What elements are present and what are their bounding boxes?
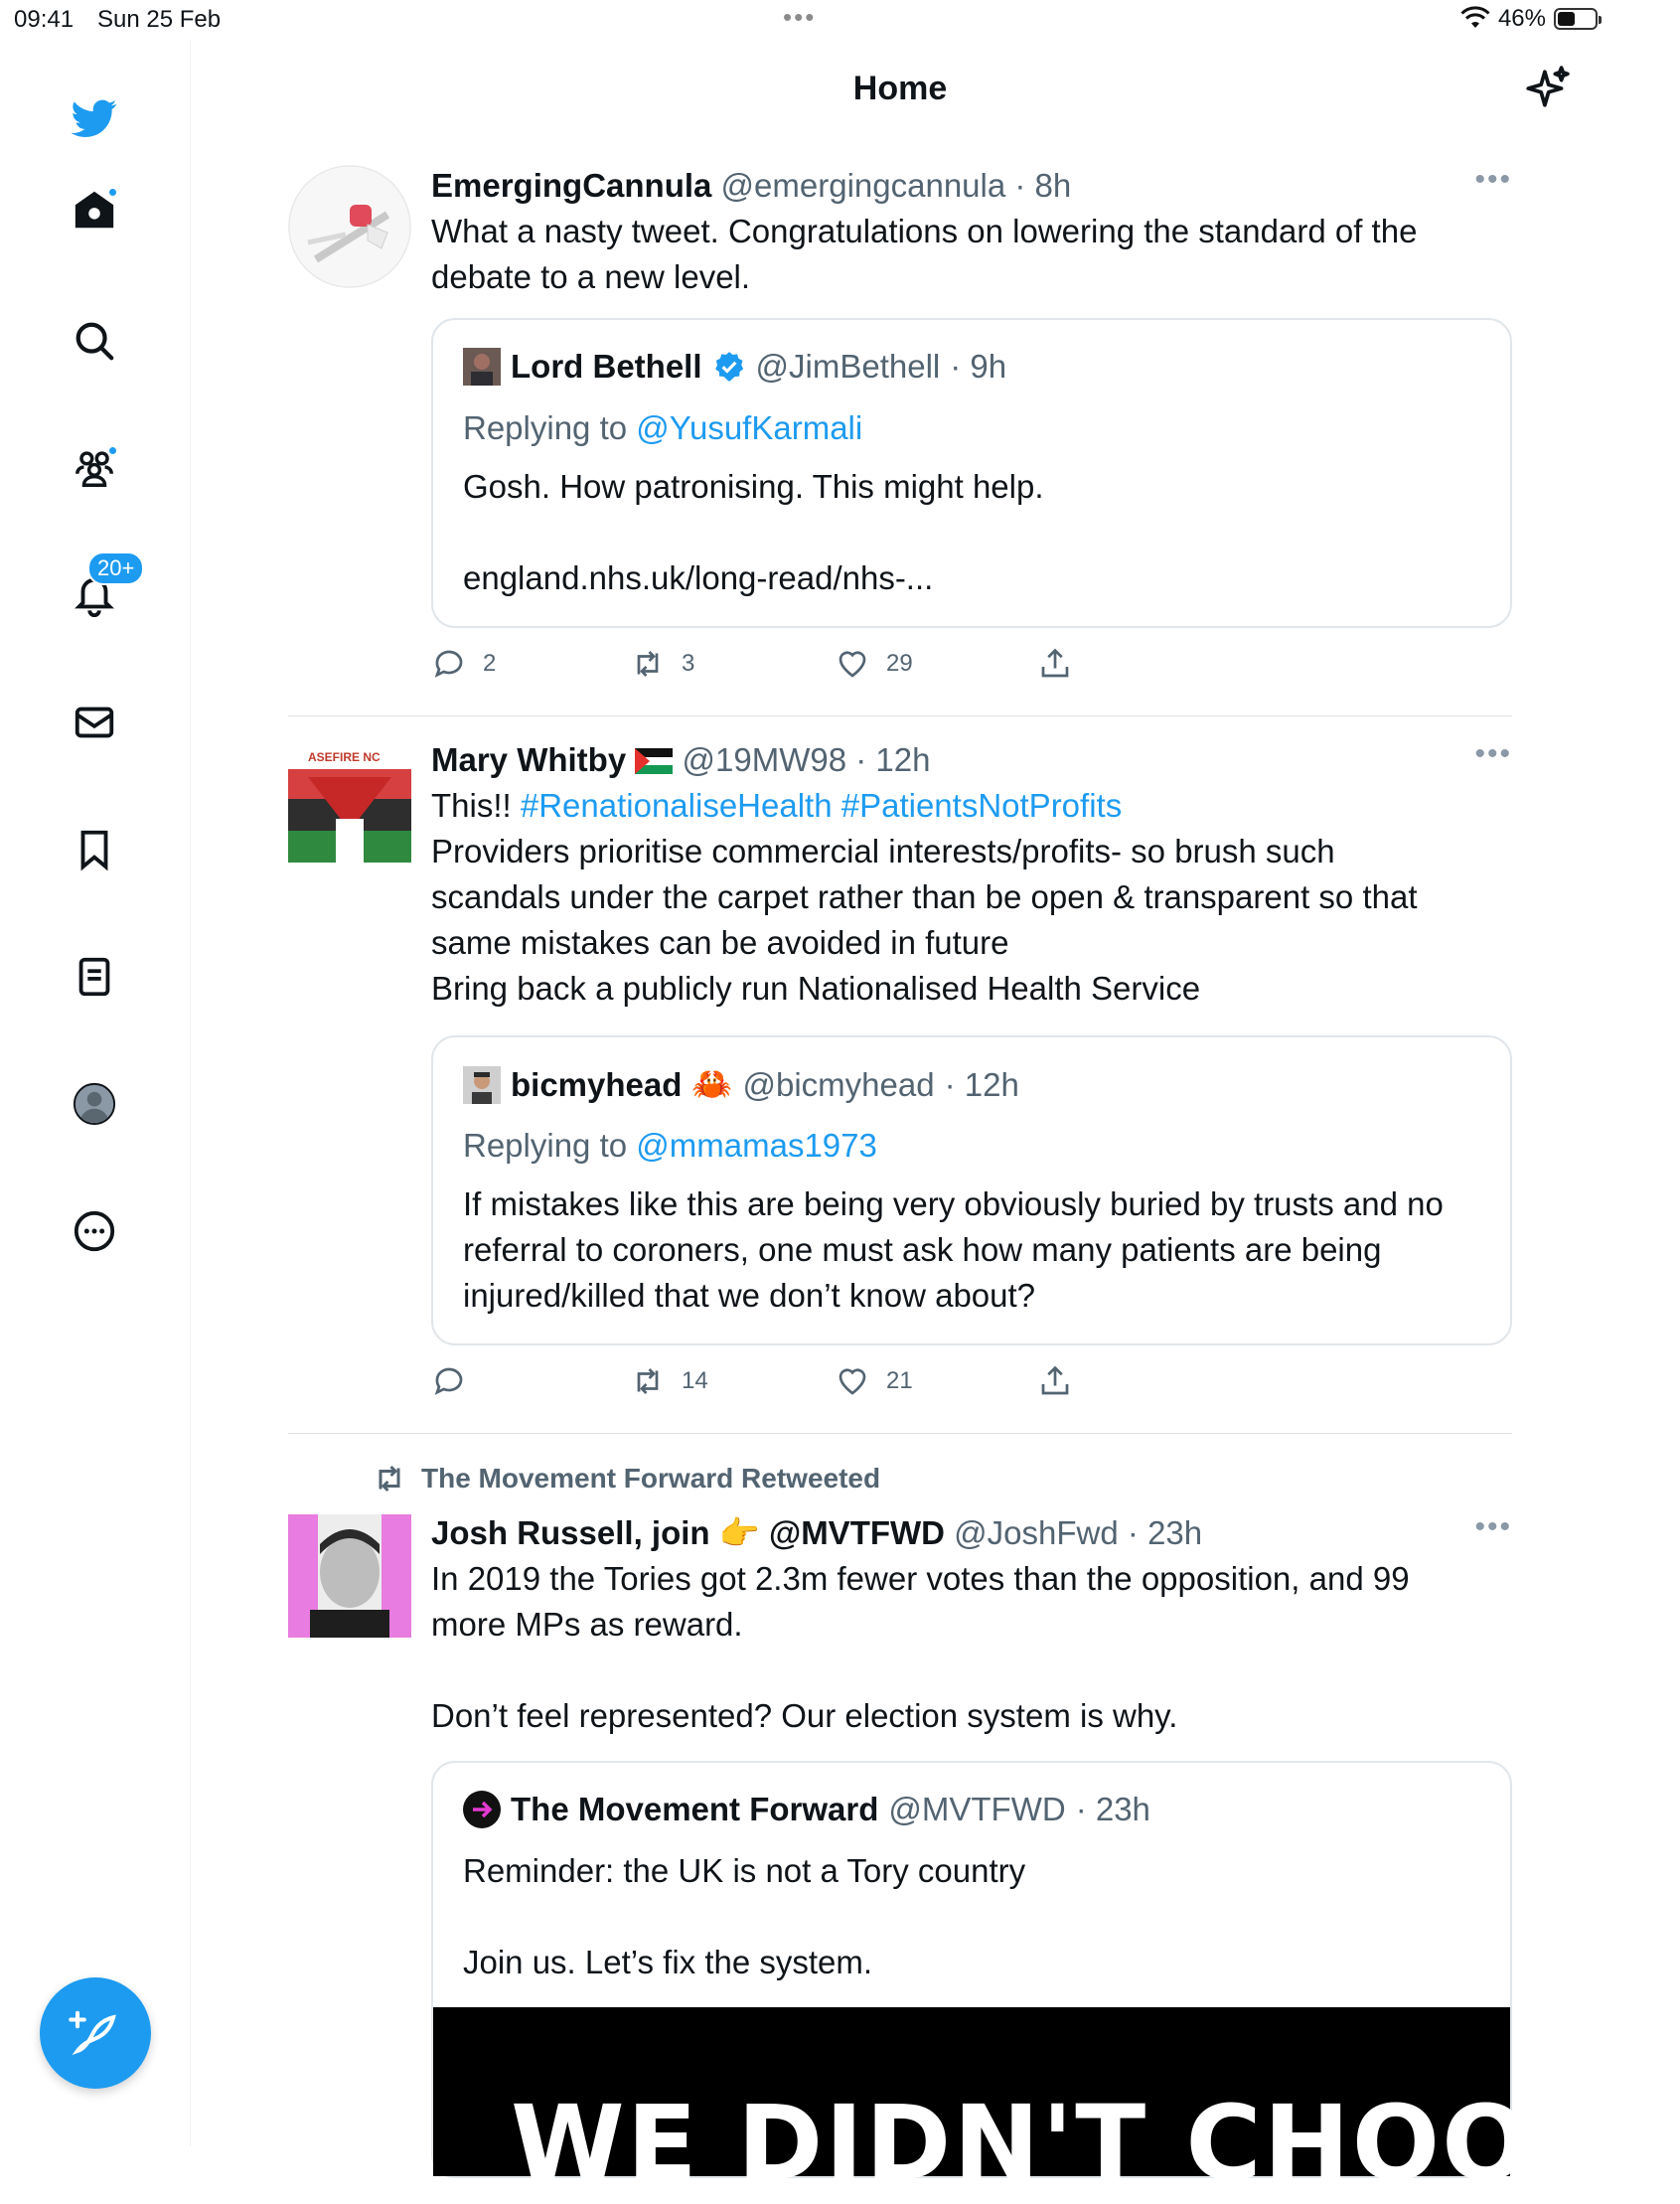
tweet-more-icon[interactable]: •••	[1474, 1510, 1512, 1543]
profile-icon[interactable]	[66, 1075, 123, 1133]
replying-to-label: Replying to	[463, 1127, 628, 1164]
tweet-text-line	[431, 1648, 1512, 1693]
tweet-text-line: What a nasty tweet. Congratulations on lowering the standard of the	[431, 213, 1418, 249]
quote-text-line: If mistakes like this are being very obviously buried by trusts and no	[463, 1185, 1444, 1222]
tweet-divider	[288, 715, 1512, 716]
replying-to-link[interactable]: @YusufKarmali	[636, 409, 863, 446]
lists-icon[interactable]	[66, 948, 123, 1006]
search-icon[interactable]	[66, 312, 123, 370]
retweet-button[interactable]	[630, 646, 694, 682]
tweet-text-line: Don’t feel represented? Our election system is why.	[431, 1697, 1178, 1734]
tweet-header	[431, 737, 1512, 783]
quote-text-line: injured/killed that we don’t know about?	[463, 1277, 1036, 1314]
communities-unread-dot	[107, 445, 118, 456]
tweet-more-icon[interactable]: •••	[1474, 737, 1512, 770]
avatar[interactable]	[288, 739, 411, 863]
palestine-flag-icon	[635, 748, 673, 774]
avatar[interactable]	[288, 165, 411, 288]
like-count: 21	[886, 1367, 913, 1394]
like-button[interactable]	[835, 1363, 913, 1399]
quote-image[interactable]	[433, 2007, 1680, 2204]
quoted-tweet[interactable]	[431, 318, 1512, 628]
svg-text:ASEFIRE NC: ASEFIRE NC	[308, 750, 381, 764]
status-bar	[0, 0, 1609, 40]
author-name[interactable]: Mary Whitby	[431, 741, 627, 778]
pointing-emoji: 👉	[718, 1514, 760, 1551]
tweet-header	[431, 1510, 1512, 1556]
tweet[interactable]	[288, 163, 1512, 719]
heart-icon	[835, 1363, 870, 1399]
tweet[interactable]	[288, 1461, 1680, 2204]
quote-avatar	[463, 1066, 501, 1104]
twitter-logo-icon[interactable]	[66, 89, 123, 147]
reply-icon	[431, 646, 467, 682]
home-unread-dot	[107, 187, 118, 198]
sparkle-icon[interactable]	[1522, 64, 1572, 113]
compose-tweet-button[interactable]	[40, 1977, 151, 2089]
share-button[interactable]	[1037, 1363, 1073, 1399]
image-caption-text: WE DIDN'T CHOOSE	[511, 2083, 1680, 2204]
quoted-tweet[interactable]	[431, 1035, 1512, 1345]
author-name-suffix: @MVTFWD	[769, 1514, 945, 1551]
share-icon	[1037, 646, 1073, 682]
quoted-tweet[interactable]	[431, 1761, 1680, 2204]
compose-feather-icon	[69, 2006, 122, 2060]
quote-text	[463, 1181, 1480, 1319]
author-name[interactable]: EmergingCannula	[431, 167, 712, 204]
cannula-image	[288, 165, 411, 288]
reply-button[interactable]	[431, 646, 496, 682]
quote-text-line: referral to coroners, one must ask how many patients are being	[463, 1231, 1382, 1268]
tweet-text-line: same mistakes can be avoided in future	[431, 924, 1009, 961]
wifi-icon	[1460, 8, 1490, 30]
verified-badge-icon	[712, 350, 746, 384]
tweet-text	[431, 783, 1512, 1012]
retweeted-by[interactable]	[372, 1461, 880, 1496]
tweet[interactable]	[288, 737, 1512, 1433]
reply-button[interactable]	[431, 1363, 483, 1399]
messages-icon[interactable]	[66, 694, 123, 751]
quote-text	[463, 1848, 1480, 1985]
quote-header	[463, 1791, 1150, 1828]
crab-emoji: 🦀	[691, 1065, 733, 1102]
quote-time: · 23h	[1075, 1791, 1150, 1827]
tweet-time[interactable]: · 8h	[1014, 167, 1072, 204]
retweet-icon	[630, 1363, 666, 1399]
tweet-actions	[431, 646, 1512, 686]
quote-author-name: bicmyhead	[511, 1065, 683, 1103]
quote-time: · 9h	[950, 348, 1007, 385]
quote-text-line	[463, 510, 1480, 555]
battery-icon	[1554, 8, 1598, 30]
notifications-badge: 20+	[87, 551, 144, 585]
retweet-count: 14	[682, 1367, 708, 1394]
tweet-more-icon[interactable]: •••	[1474, 163, 1512, 196]
quote-header	[463, 348, 1006, 386]
communities-icon[interactable]	[66, 439, 123, 497]
retweeted-by-label: The Movement Forward Retweeted	[421, 1463, 881, 1494]
share-button[interactable]	[1037, 646, 1073, 682]
tweet-text	[431, 1556, 1512, 1739]
tweet-time[interactable]: · 23h	[1127, 1514, 1203, 1551]
tweet-actions	[431, 1363, 1512, 1403]
tweet-text-start: This!!	[431, 787, 512, 824]
author-name[interactable]: Josh Russell, join	[431, 1514, 710, 1551]
quote-avatar	[463, 348, 501, 386]
palestine-flag-avatar	[288, 739, 411, 863]
tweet-divider	[288, 1433, 1512, 1434]
tweet-time[interactable]: · 12h	[855, 741, 931, 778]
quote-avatar	[463, 1791, 501, 1828]
quote-text-line: Gosh. How patronising. This might help.	[463, 468, 1044, 505]
tweet-text-line: Bring back a publicly run Nationalised Health Service	[431, 970, 1201, 1007]
quote-author-name: Lord Bethell	[511, 348, 702, 385]
status-time: 09:41	[14, 6, 75, 33]
quote-text-line: Join us. Let’s fix the system.	[463, 1944, 873, 1980]
tweet-text-line: In 2019 the Tories got 2.3m fewer votes than the opposition, and 99	[431, 1560, 1410, 1597]
quote-time: · 12h	[944, 1065, 1019, 1103]
hashtag-links[interactable]: #RenationaliseHealth #PatientsNotProfits	[520, 787, 1123, 824]
quote-author-handle: @bicmyhead	[742, 1065, 935, 1103]
tweet-text	[431, 209, 1512, 300]
tweet-text-line: scandals under the carpet rather than be open & transparent so that	[431, 878, 1418, 915]
like-count: 29	[886, 650, 913, 677]
reply-count: 2	[483, 650, 497, 677]
replying-to-link[interactable]: @mmamas1973	[636, 1127, 877, 1164]
replying-to-label: Replying to	[463, 409, 628, 446]
retweet-icon	[372, 1461, 407, 1496]
page-title: Home	[852, 70, 948, 107]
quote-text-line: Reminder: the UK is not a Tory country	[463, 1852, 1026, 1889]
multitasking-dots-icon[interactable]: •••	[783, 2, 817, 32]
quote-text-line	[463, 1894, 1480, 1940]
retweet-button[interactable]	[630, 1363, 708, 1399]
author-handle[interactable]: @JoshFwd	[954, 1514, 1119, 1551]
josh-russell-avatar	[288, 1514, 411, 1638]
author-handle[interactable]: @emergingcannula	[720, 167, 1006, 204]
tweet-text-line: debate to a new level.	[431, 258, 751, 295]
share-icon	[1037, 1363, 1073, 1399]
retweet-count: 3	[682, 650, 695, 677]
more-options-icon[interactable]	[66, 1202, 123, 1260]
quote-header	[463, 1065, 1019, 1104]
avatar[interactable]	[288, 1514, 411, 1638]
quote-text-line: england.nhs.uk/long-read/nhs-...	[463, 559, 934, 596]
quote-author-handle: @MVTFWD	[888, 1791, 1066, 1827]
retweet-icon	[630, 646, 666, 682]
reply-icon	[431, 1363, 467, 1399]
tweet-text-line: more MPs as reward.	[431, 1606, 743, 1643]
home-icon[interactable]	[66, 181, 123, 238]
quote-author-handle: @JimBethell	[755, 348, 941, 385]
quote-text	[463, 464, 1480, 601]
like-button[interactable]	[835, 646, 913, 682]
quote-author-name: The Movement Forward	[511, 1791, 879, 1827]
author-handle[interactable]: @19MW98	[682, 741, 847, 778]
status-date: Sun 25 Feb	[97, 6, 222, 33]
replying-to	[463, 405, 1480, 451]
battery-percent: 46%	[1497, 5, 1546, 32]
sidebar	[0, 40, 191, 2146]
bookmarks-icon[interactable]	[66, 821, 123, 878]
heart-icon	[835, 646, 870, 682]
tweet-header	[431, 163, 1512, 209]
replying-to	[463, 1123, 1480, 1169]
tweet-text-line: Providers prioritise commercial interests/profits- so brush such	[431, 833, 1335, 869]
